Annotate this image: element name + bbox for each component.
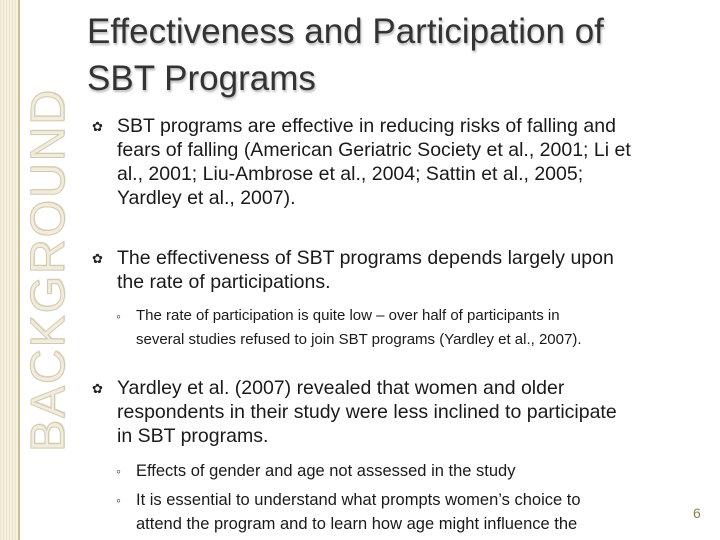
bullet-3-line-1: Yardley et al. (2007) revealed that women and older — [117, 377, 565, 399]
sub-bullet-3-2 — [116, 488, 706, 536]
bullet-1-line-4: Yardley et al., 2007). — [117, 187, 296, 209]
sub-bullet-2-1-line-1: The rate of participation is quite low – over half of participants in — [136, 307, 560, 324]
page-number: 6 — [693, 505, 701, 521]
sub-bullet-marker-icon: ◦ — [116, 308, 121, 324]
sub-bullet-2-1-line-2: several studies refused to join SBT programs (Yardley et al., 2007). — [136, 331, 582, 348]
bullet-marker-icon: ✿ — [92, 251, 103, 266]
bullet-1-line-3: al., 2001; Liu-Ambrose et al., 2004; Sattin et al., 2005; — [117, 163, 584, 185]
bullet-2-line-1: The effectiveness of SBT programs depends largely upon — [117, 247, 614, 269]
bullet-3 — [92, 376, 702, 448]
sub-bullet-marker-icon: ◦ — [116, 492, 121, 508]
sub-bullet-3-1 — [116, 459, 706, 483]
bullet-2-line-2: the rate of participations. — [117, 271, 331, 293]
bullet-3-line-2: respondents in their study were less inclined to participate — [117, 401, 617, 423]
bullet-marker-icon: ✿ — [92, 119, 103, 134]
sub-bullet-3-1-line-1: Effects of gender and age not assessed in the study — [136, 462, 516, 480]
bullet-1 — [92, 114, 702, 210]
sub-bullet-3-2-line-2: attend the program and to learn how age might influence the — [136, 515, 578, 533]
sub-bullet-marker-icon: ◦ — [116, 463, 121, 479]
bullet-1-line-2: fears of falling (American Geriatric Society et al., 2001; Li et — [117, 139, 631, 161]
title-line-1: Effectiveness and Participation of — [87, 12, 604, 51]
bullet-2 — [92, 246, 702, 294]
bullet-1-line-1: SBT programs are effective in reducing risks of falling and — [117, 115, 616, 137]
bullet-3-line-3: in SBT programs. — [117, 425, 269, 447]
title-line-2: SBT Programs — [87, 59, 316, 98]
bullet-marker-icon: ✿ — [92, 381, 103, 396]
sub-bullet-3-2-line-1: It is essential to understand what prompts women’s choice to — [136, 491, 581, 509]
slide-title — [87, 8, 707, 102]
side-section-label: BACKGROUND — [21, 87, 75, 453]
sub-bullet-2-1 — [116, 304, 706, 352]
